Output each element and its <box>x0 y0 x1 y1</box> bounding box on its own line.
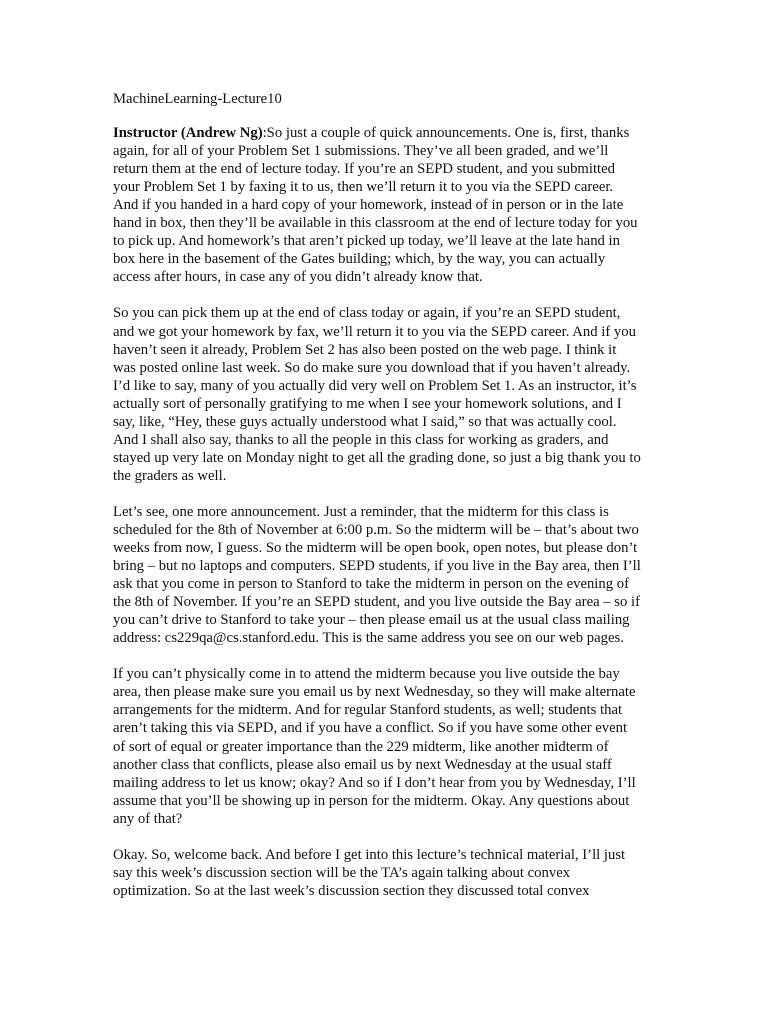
text-line: assume that you’ll be showing up in person for the midterm. Okay. Any questions about <box>113 792 630 809</box>
text-line: bring – but no laptops and computers. SEPD students, if you live in the Bay area, then I’ll <box>113 558 641 575</box>
text-line: So you can pick them up at the end of class today or again, if you’re an SEPD student, <box>113 305 621 322</box>
text-line: Let’s see, one more announcement. Just a reminder, that the midterm for this class is <box>113 503 609 520</box>
text-line: aren’t taking this via SEPD, and if you have a conflict. So if you have some other event <box>113 720 628 737</box>
document-body <box>113 124 658 900</box>
text-line: haven’t seen it already, Problem Set 2 has also been posted on the web page. I think it <box>113 341 617 358</box>
text-line: And I shall also say, thanks to all the people in this class for working as graders, and <box>113 431 609 448</box>
text-line: and we got your homework by fax, we’ll return it to you via the SEPD career. And if you <box>113 323 636 340</box>
text-line: And if you handed in a hard copy of your homework, instead of in person or in the late <box>113 197 624 214</box>
text-line: you can’t drive to Stanford to take your – then please email us at the usual class mailing <box>113 612 630 629</box>
text-line: optimization. So at the last week’s discussion section they discussed total convex <box>113 882 590 899</box>
text-line: address: cs229qa@cs.stanford.edu. This is the same address you see on our web pages. <box>113 630 624 647</box>
text-line: access after hours, in case any of you didn’t already know that. <box>113 269 483 286</box>
paragraph <box>113 503 658 647</box>
document-title: MachineLearning-Lecture10 <box>113 91 282 107</box>
text-line: say, like, “Hey, these guys actually understood what I said,” so that was actually cool. <box>113 413 617 430</box>
text-line: I’d like to say, many of you actually did very well on Problem Set 1. As an instructor, it’s <box>113 377 637 394</box>
text-line: again, for all of your Problem Set 1 submissions. They’ve all been graded, and we’ll <box>113 143 609 160</box>
text-line: the graders as well. <box>113 467 227 484</box>
paragraph <box>113 846 658 900</box>
text-line: was posted online last week. So do make sure you download that if you haven’t already. <box>113 359 631 376</box>
text-line: box here in the basement of the Gates building; which, by the way, you can actually <box>113 251 606 268</box>
text-line: area, then please make sure you email us by next Wednesday, so they will make alternate <box>113 684 636 701</box>
text-line: the 8th of November. If you’re an SEPD student, and you live outside the Bay area – so if <box>113 594 640 611</box>
text-line: another class that conflicts, please also email us by next Wednesday at the usual staff <box>113 756 612 773</box>
text-line: of sort of equal or greater importance than the 229 midterm, like another midterm of <box>113 738 609 755</box>
document-page <box>113 90 658 918</box>
text-line: any of that? <box>113 810 183 827</box>
text-line: your Problem Set 1 by faxing it to us, then we’ll return it to you via the SEPD career. <box>113 179 614 196</box>
text-line: If you can’t physically come in to attend the midterm because you live outside the bay <box>113 666 620 683</box>
text-line: mailing address to let us know; okay? And so if I don’t hear from you by Wednesday, I’ll <box>113 774 636 791</box>
paragraph <box>113 665 658 827</box>
line-text: :So just a couple of quick announcements. One is, first, thanks <box>262 125 630 142</box>
text-line: return them at the end of lecture today. If you’re an SEPD student, and you submitted <box>113 161 615 178</box>
paragraph <box>113 124 658 286</box>
speaker-name: Instructor (Andrew Ng) <box>113 125 263 142</box>
text-line: ask that you come in person to Stanford to take the midterm in person on the evening of <box>113 576 629 593</box>
text-line: stayed up very late on Monday night to get all the grading done, so just a big thank you to <box>113 449 641 466</box>
text-line: to pick up. And homework’s that aren’t picked up today, we’ll leave at the late hand in <box>113 233 620 250</box>
text-line: scheduled for the 8th of November at 6:00 p.m. So the midterm will be – that’s about two <box>113 521 639 538</box>
text-line: arrangements for the midterm. And for regular Stanford students, as well; students that <box>113 702 623 719</box>
text-line: say this week’s discussion section will be the TA’s again talking about convex <box>113 864 571 881</box>
text-line: hand in box, then they’ll be available in this classroom at the end of lecture today for you <box>113 215 638 232</box>
text-line: actually sort of personally gratifying to me when I see your homework solutions, and I <box>113 395 622 412</box>
text-line: weeks from now, I guess. So the midterm will be open book, open notes, but please don’t <box>113 540 638 557</box>
text-line: Okay. So, welcome back. And before I get into this lecture’s technical material, I’ll just <box>113 846 626 863</box>
paragraph <box>113 304 658 484</box>
text-line <box>113 124 658 142</box>
